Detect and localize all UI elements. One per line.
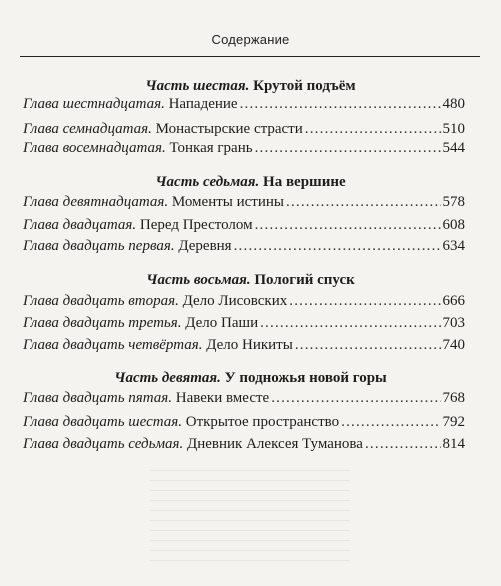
- dot-leader: [305, 121, 441, 138]
- part-title: У подножья новой горы: [224, 370, 387, 386]
- chapter-label: Глава двадцать четвёртая.: [23, 337, 203, 353]
- part-heading: [0, 174, 501, 191]
- page-number: 666: [442, 293, 465, 309]
- chapter-title: Перед Престолом: [139, 217, 253, 233]
- chapter-title: Дневник Алексея Туманова: [187, 436, 363, 452]
- part-title: Пологий спуск: [254, 272, 355, 288]
- chapter-title: Нападение: [168, 96, 238, 112]
- chapter-title: Навеки вместе: [175, 390, 270, 406]
- page-number: 634: [442, 238, 465, 254]
- dot-leader: [260, 315, 440, 332]
- toc-entry[interactable]: [23, 293, 465, 313]
- toc-entry[interactable]: [23, 337, 465, 357]
- toc-entry[interactable]: [23, 238, 465, 258]
- chapter-title: Дело Никиты: [206, 337, 293, 353]
- chapter-label: Глава двадцать пятая.: [23, 390, 173, 406]
- page-number: 792: [442, 414, 465, 430]
- page-number: 814: [442, 436, 465, 452]
- toc-entry[interactable]: [23, 315, 465, 335]
- chapter-label: Глава двадцать первая.: [23, 238, 175, 254]
- chapter-title: Дело Лисовских: [182, 293, 288, 309]
- page-number: 703: [442, 315, 465, 331]
- part-label: Часть шестая.: [145, 78, 250, 94]
- dot-leader: [295, 337, 441, 354]
- chapter-title: Тонкая грань: [169, 140, 253, 156]
- part-label: Часть седьмая.: [155, 174, 260, 190]
- chapter-title: Деревня: [178, 238, 232, 254]
- chapter-title: Монастырские страсти: [155, 121, 303, 137]
- chapter-label: Глава двадцатая.: [23, 217, 137, 233]
- page-number: 608: [442, 217, 465, 233]
- toc-entry[interactable]: [23, 121, 465, 141]
- chapter-label: Глава девятнадцатая.: [23, 194, 169, 210]
- part-label: Часть девятая.: [114, 370, 221, 386]
- dot-leader: [255, 140, 441, 157]
- chapter-label: Глава шестнадцатая.: [23, 96, 165, 112]
- page-number: 510: [442, 121, 465, 137]
- part-heading: [0, 78, 501, 95]
- page-number: 768: [442, 390, 465, 406]
- toc-entry[interactable]: [23, 414, 465, 434]
- dot-leader: [255, 217, 441, 234]
- chapter-label: Глава двадцать шестая.: [23, 414, 182, 430]
- toc-entry[interactable]: [23, 436, 465, 456]
- chapter-label: Глава двадцать третья.: [23, 315, 182, 331]
- dot-leader: [240, 96, 441, 113]
- page-number: 740: [442, 337, 465, 353]
- toc-entry[interactable]: [23, 140, 465, 160]
- dot-leader: [271, 390, 440, 407]
- dot-leader: [286, 194, 441, 211]
- toc-entry[interactable]: [23, 390, 465, 410]
- toc-entry[interactable]: [23, 96, 465, 116]
- header-rule: [20, 56, 480, 57]
- show-through-texture: [150, 470, 350, 570]
- chapter-label: Глава двадцать вторая.: [23, 293, 179, 309]
- part-title: На вершине: [263, 174, 346, 190]
- part-label: Часть восьмая.: [146, 272, 251, 288]
- dot-leader: [234, 238, 441, 255]
- chapter-label: Глава семнадцатая.: [23, 121, 152, 137]
- page-number: 480: [442, 96, 465, 112]
- page-number: 578: [442, 194, 465, 210]
- chapter-title: Открытое пространство: [185, 414, 340, 430]
- part-heading: [0, 370, 501, 387]
- toc-entry[interactable]: [23, 217, 465, 237]
- dot-leader: [365, 436, 441, 453]
- chapter-label: Глава восемнадцатая.: [23, 140, 166, 156]
- page-number: 544: [442, 140, 465, 156]
- part-heading: [0, 272, 501, 289]
- toc-entry[interactable]: [23, 194, 465, 214]
- dot-leader: [341, 414, 440, 431]
- chapter-title: Дело Паши: [185, 315, 259, 331]
- part-title: Крутой подъём: [253, 78, 356, 94]
- page-header: Содержание: [211, 32, 290, 47]
- dot-leader: [289, 293, 440, 310]
- chapter-label: Глава двадцать седьмая.: [23, 436, 184, 452]
- chapter-title: Моменты истины: [171, 194, 284, 210]
